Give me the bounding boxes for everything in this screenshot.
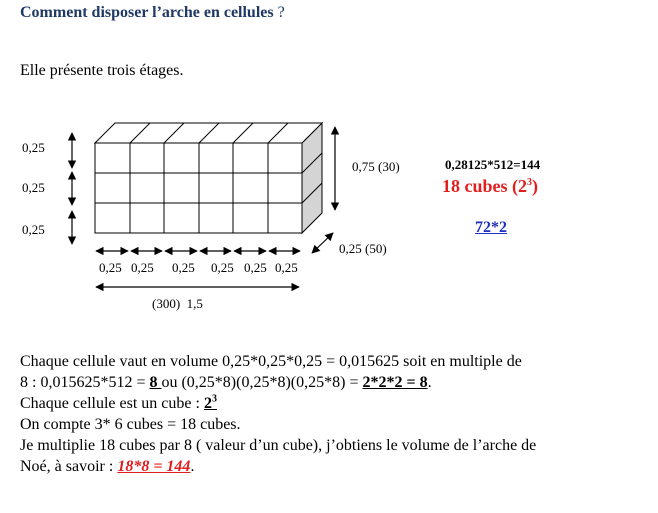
left-label-3: 0,25 (22, 222, 45, 237)
title-text: Comment disposer l’arche en cellules (20, 4, 274, 21)
left-label-2: 0,25 (22, 180, 45, 195)
bottom-label-3: 0,25 (172, 260, 195, 275)
page-title (20, 4, 285, 22)
height-label: 0,75 (30) (352, 159, 400, 174)
bottom-label-2: 0,25 (131, 260, 154, 275)
calc-line-1: 0,28125*512=144 (445, 157, 541, 172)
length-label: (300) 1,5 (152, 296, 203, 311)
depth-arrow (312, 233, 333, 253)
paragraph-line-2: 8 : 0,015625*512 = 8 ou (0,25*8)(0,25*8)(0,25*8) = 2*2*2 = 8. (20, 374, 432, 391)
arch-diagram (0, 110, 658, 320)
depth-label: 0,25 (50) (339, 241, 387, 256)
paragraph-line-3: Chaque cellule est un cube : $2^3$ (20, 393, 217, 412)
bottom-label-5: 0,25 (244, 260, 267, 275)
box-3d (95, 123, 322, 233)
paragraph-line-4: On compte 3* 6 cubes = 18 cubes. (20, 416, 241, 433)
bottom-label-6: 0,25 (275, 260, 298, 275)
paragraph-line-5: Je multiplie 18 cubes par 8 ( valeur d’un cube), j’obtiens le volume de l’arche de (20, 437, 537, 454)
title-question-mark: ? (273, 4, 285, 21)
calc-line-2: 18 cubes $(2^3)$ (442, 176, 538, 196)
paragraph-line-1: Chaque cellule vaut en volume 0,25*0,25*0,25 = 0,015625 soit en multiple de (20, 353, 522, 370)
paragraph-line-6: Noé, à savoir : 18*8 = 144. (20, 458, 195, 475)
calc-line-3: 72*2 (475, 219, 507, 236)
intro-text: Elle présente trois étages. (20, 62, 184, 79)
bottom-label-1: 0,25 (99, 260, 122, 275)
left-label-1: 0,25 (22, 140, 45, 155)
bottom-label-4: 0,25 (211, 260, 234, 275)
